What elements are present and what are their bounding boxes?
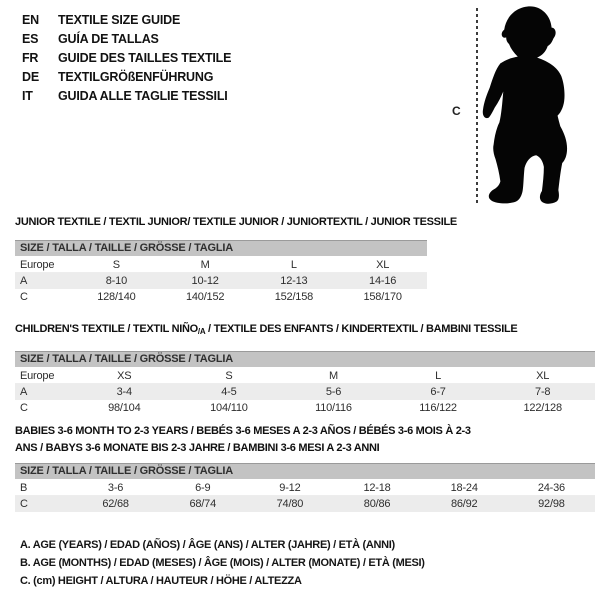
size-band-label: SIZE / TALLA / TAILLE / GRÖSSE / TAGLIA <box>15 241 427 257</box>
size-band-row <box>15 352 595 368</box>
language-title: TEXTILGRÖßENFÜHRUNG <box>58 69 214 84</box>
row-label: B <box>15 480 72 496</box>
table-row-age-months <box>15 480 595 496</box>
table-cell: 62/68 <box>72 496 159 512</box>
note-height-cm: C. (cm) HEIGHT / ALTURA / HAUTEUR / HÖHE / ALTEZZA <box>20 575 302 587</box>
table-cell: 9-12 <box>246 480 333 496</box>
table-cell: 24-36 <box>508 480 595 496</box>
size-band-row <box>15 241 427 257</box>
junior-size-table <box>15 240 427 305</box>
language-title: GUIDA ALLE TAGLIE TESSILI <box>58 88 228 103</box>
baby-silhouette-icon <box>482 2 598 208</box>
height-measure-figure <box>440 0 600 212</box>
table-cell: 7-8 <box>490 384 595 400</box>
language-code: FR <box>22 50 39 65</box>
heading-text: / TEXTILE DES ENFANTS / KINDERTEXTIL / BAMBINI TESSILE <box>205 323 518 335</box>
table-row-age <box>15 384 595 400</box>
height-dashed-line <box>476 8 478 206</box>
children-section-heading <box>15 321 517 340</box>
table-cell: 12-18 <box>333 480 420 496</box>
table-cell: 98/104 <box>108 401 141 414</box>
table-cell: 110/116 <box>315 401 352 414</box>
row-label: A <box>15 384 72 400</box>
note-age-years: A. AGE (YEARS) / EDAD (AÑOS) / ÂGE (ANS) / ALTER (JAHRE) / ETÀ (ANNI) <box>20 539 395 551</box>
table-cell: 3-4 <box>72 384 177 400</box>
table-cell: S <box>72 257 161 273</box>
heading-subscript: /A <box>197 327 206 336</box>
table-cell: 4-5 <box>177 384 282 400</box>
table-cell: 158/170 <box>363 290 402 303</box>
table-cell: 128/140 <box>97 290 136 303</box>
babies-section-heading: BABIES 3-6 MONTH TO 2-3 YEARS / BEBÉS 3-6 MESES A 2-3 AÑOS / BÉBÉS 3-6 MOIS À 2-3 ANS / BABYS 3-6 MONATE BIS 2-3 JAHRE / BAMBINI 3-6 MESI A 2-3 ANNI <box>15 425 471 454</box>
table-cell: 68/74 <box>159 496 246 512</box>
language-row <box>22 10 231 29</box>
table-cell: 10-12 <box>161 273 250 289</box>
table-cell: 122/128 <box>523 401 562 414</box>
table-cell: XS <box>72 368 177 384</box>
children-size-table <box>15 351 595 416</box>
table-cell: 12-13 <box>250 273 339 289</box>
heading-text: CHILDREN'S TEXTILE / TEXTIL NIÑO <box>15 323 198 335</box>
language-row <box>22 29 231 48</box>
table-cell: 6-7 <box>386 384 491 400</box>
row-label: C <box>20 401 28 414</box>
size-band-label: SIZE / TALLA / TAILLE / GRÖSSE / TAGLIA <box>15 464 595 480</box>
table-cell: L <box>386 368 491 384</box>
table-cell: 152/158 <box>274 290 314 303</box>
row-label: Europe <box>15 257 72 273</box>
language-code: DE <box>22 69 39 84</box>
language-code: IT <box>22 88 33 103</box>
table-cell: L <box>250 257 339 273</box>
table-row-height <box>15 400 595 416</box>
size-band-row <box>15 464 595 480</box>
table-cell: 8-10 <box>72 273 161 289</box>
table-row-age <box>15 273 427 289</box>
language-code: ES <box>22 31 39 46</box>
table-cell: 14-16 <box>338 273 427 289</box>
row-label: Europe <box>15 368 72 384</box>
note-age-months: B. AGE (MONTHS) / EDAD (MESES) / ÂGE (MOIS) / ALTER (MONATE) / ETÀ (MESI) <box>20 557 425 569</box>
table-cell: M <box>161 257 250 273</box>
table-cell: M <box>281 368 386 384</box>
row-label: C <box>15 496 72 512</box>
table-cell: 3-6 <box>72 480 159 496</box>
table-row-height <box>15 496 595 512</box>
table-cell: 116/122 <box>419 401 457 414</box>
table-cell: XL <box>490 368 595 384</box>
language-title: GUÍA DE TALLAS <box>58 31 159 46</box>
language-code: EN <box>22 12 39 27</box>
babies-size-table <box>15 463 595 512</box>
table-cell: 86/92 <box>421 496 508 512</box>
table-row-europe <box>15 257 427 273</box>
language-title: GUIDE DES TAILLES TEXTILE <box>58 50 232 65</box>
language-row <box>22 67 231 86</box>
language-row <box>22 86 231 105</box>
table-cell: 18-24 <box>421 480 508 496</box>
legend-notes <box>20 536 425 590</box>
language-title-list <box>22 10 231 105</box>
table-cell: 80/86 <box>333 496 420 512</box>
row-label: A <box>15 273 72 289</box>
language-row <box>22 48 231 67</box>
table-row-height <box>15 289 427 305</box>
table-cell: 74/80 <box>246 496 333 512</box>
junior-section-heading: JUNIOR TEXTILE / TEXTIL JUNIOR/ TEXTILE JUNIOR / JUNIORTEXTIL / JUNIOR TESSILE <box>15 216 457 228</box>
table-row-europe <box>15 368 595 384</box>
language-title: TEXTILE SIZE GUIDE <box>58 12 181 27</box>
table-cell: 92/98 <box>508 496 595 512</box>
size-band-label: SIZE / TALLA / TAILLE / GRÖSSE / TAGLIA <box>15 352 595 368</box>
table-cell: 5-6 <box>281 384 386 400</box>
height-label-c: C <box>452 104 461 118</box>
table-cell: S <box>177 368 282 384</box>
table-cell: 140/152 <box>185 290 225 303</box>
table-cell: XL <box>338 257 427 273</box>
row-label: C <box>20 290 28 303</box>
table-cell: 104/110 <box>210 401 248 414</box>
table-cell: 6-9 <box>159 480 246 496</box>
